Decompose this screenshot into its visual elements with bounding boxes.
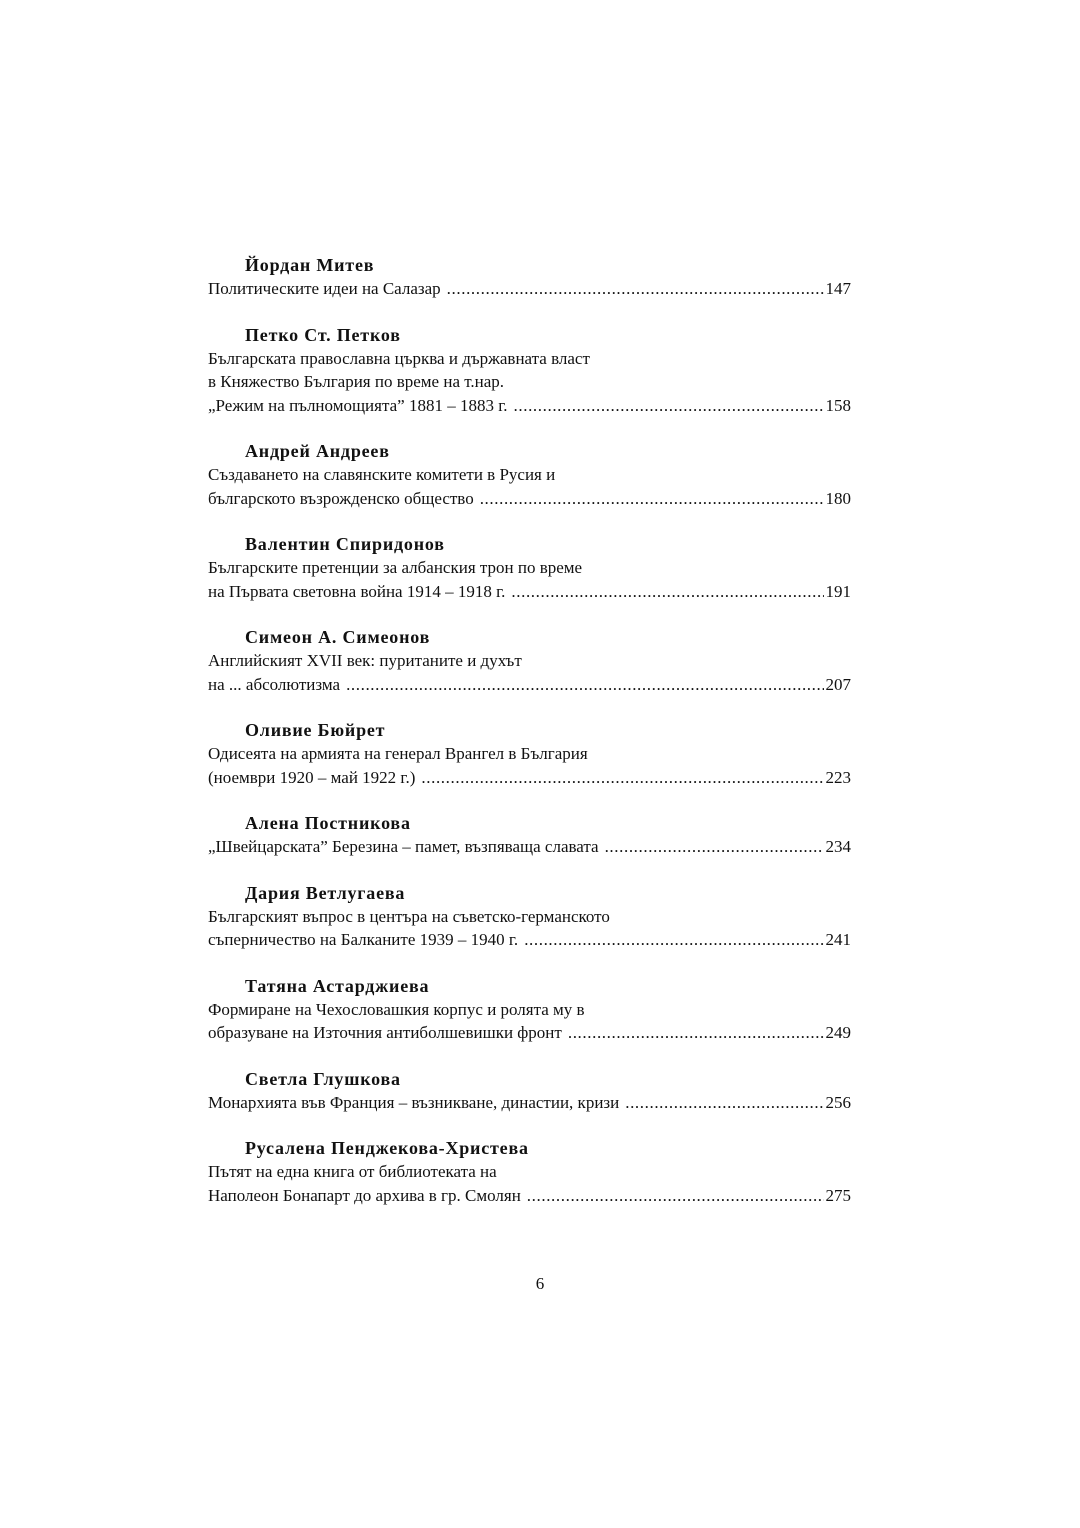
article-title-line: Формиране на Чехословашкия корпус и ролята му в [208, 999, 585, 1019]
article-title-line: Политическите идеи на Салазар [208, 279, 441, 298]
article-title-line: „Режим на пълномощията” 1881 – 1883 г. [208, 395, 508, 415]
page-reference: 158 [825, 395, 851, 415]
toc-line-with-page[interactable] [208, 928, 851, 952]
toc-entry [208, 881, 851, 952]
toc-entry [208, 323, 851, 418]
toc-entry [208, 625, 851, 696]
article-title-line: Българските претенции за албанския трон по време [208, 558, 583, 577]
toc-line-with-page[interactable] [208, 766, 851, 790]
author-name: Дария Ветлугаева [245, 882, 406, 903]
author-name: Андрей Андреев [245, 441, 390, 461]
article-title-line: Наполеон Бонапарт до архива в гр. Смолян [208, 1185, 521, 1205]
author-name: Валентин Спиридонов [245, 534, 445, 554]
dot-leader [511, 580, 823, 604]
toc-line-with-page[interactable] [208, 277, 851, 301]
article-title-line: Пътят на една книга от библиотеката на [208, 1162, 497, 1181]
dot-leader [524, 928, 823, 952]
toc-entry [208, 1136, 851, 1207]
page-reference: 180 [825, 488, 851, 508]
dot-leader [527, 1184, 824, 1208]
toc-entry [208, 532, 851, 603]
dot-leader [568, 1021, 824, 1045]
article-title-line: Българската православна църква и държавната власт [208, 348, 590, 368]
author-name: Петко Ст. Петков [245, 324, 401, 345]
page-reference: 275 [825, 1185, 851, 1205]
toc-entry [208, 718, 851, 789]
article-title-line: (ноември 1920 – май 1922 г.) [208, 767, 416, 787]
toc-line-with-page[interactable] [208, 1184, 851, 1208]
article-title-line: Българският въпрос в центъра на съветско-германското [208, 906, 610, 926]
toc-line-with-page[interactable] [208, 580, 851, 604]
dot-leader [625, 1091, 823, 1115]
table-of-contents [208, 253, 851, 1229]
dot-leader [514, 394, 824, 418]
author-name: Светла Глушкова [245, 1068, 401, 1089]
article-title-line: Одисеята на армията на генерал Врангел в България [208, 744, 588, 763]
page-reference: 234 [825, 837, 851, 856]
article-title-line: образуване на Източния антиболшевишки фронт [208, 1023, 562, 1042]
toc-entry [208, 439, 851, 510]
article-title-line: на Първата световна война 1914 – 1918 г. [208, 581, 506, 601]
toc-line-with-page[interactable] [208, 394, 851, 418]
page-reference: 241 [825, 930, 851, 949]
toc-line-with-page[interactable] [208, 1021, 851, 1045]
article-title-line: в Княжество България по време на т.нар. [208, 372, 505, 391]
page-reference: 249 [825, 1023, 851, 1042]
page-reference: 147 [825, 279, 851, 298]
article-title-line: съперничество на Балканите 1939 – 1940 г. [208, 930, 519, 949]
page-reference: 207 [825, 674, 851, 694]
toc-entry [208, 253, 851, 301]
toc-line-with-page[interactable] [208, 673, 851, 697]
article-title-line: Английският XVII век: пуританите и духът [208, 651, 522, 670]
toc-line-with-page[interactable] [208, 487, 851, 511]
author-name: Татяна Астарджиева [245, 975, 430, 996]
article-title-line: на ... абсолютизма [208, 674, 341, 694]
toc-line-with-page[interactable] [208, 835, 851, 859]
article-title-line: Монархията във Франция – възникване, династии, кризи [208, 1092, 620, 1112]
page-reference: 256 [825, 1092, 851, 1112]
dot-leader [605, 835, 824, 859]
page-reference: 191 [825, 581, 851, 601]
author-name: Русалена Пенджекова-Христева [245, 1138, 529, 1158]
article-title-line: „Швейцарската” Березина – памет, възпяваща славата [208, 837, 599, 856]
dot-leader [346, 673, 823, 697]
toc-line-with-page[interactable] [208, 1091, 851, 1115]
author-name: Оливие Бюйрет [245, 720, 386, 740]
article-title-line: Създаването на славянските комитети в Русия и [208, 465, 556, 484]
dot-leader [421, 766, 823, 790]
toc-entry [208, 1067, 851, 1115]
article-title-line: българското възрожденско общество [208, 488, 474, 508]
author-name: Алена Постникова [245, 813, 411, 833]
toc-entry [208, 974, 851, 1045]
page-number: 6 [535, 1274, 545, 1293]
dot-leader [447, 277, 824, 301]
author-name: Симеон А. Симеонов [245, 627, 431, 647]
page-reference: 223 [825, 767, 851, 787]
dot-leader [480, 487, 824, 511]
author-name: Йордан Митев [245, 255, 375, 275]
toc-entry [208, 811, 851, 859]
